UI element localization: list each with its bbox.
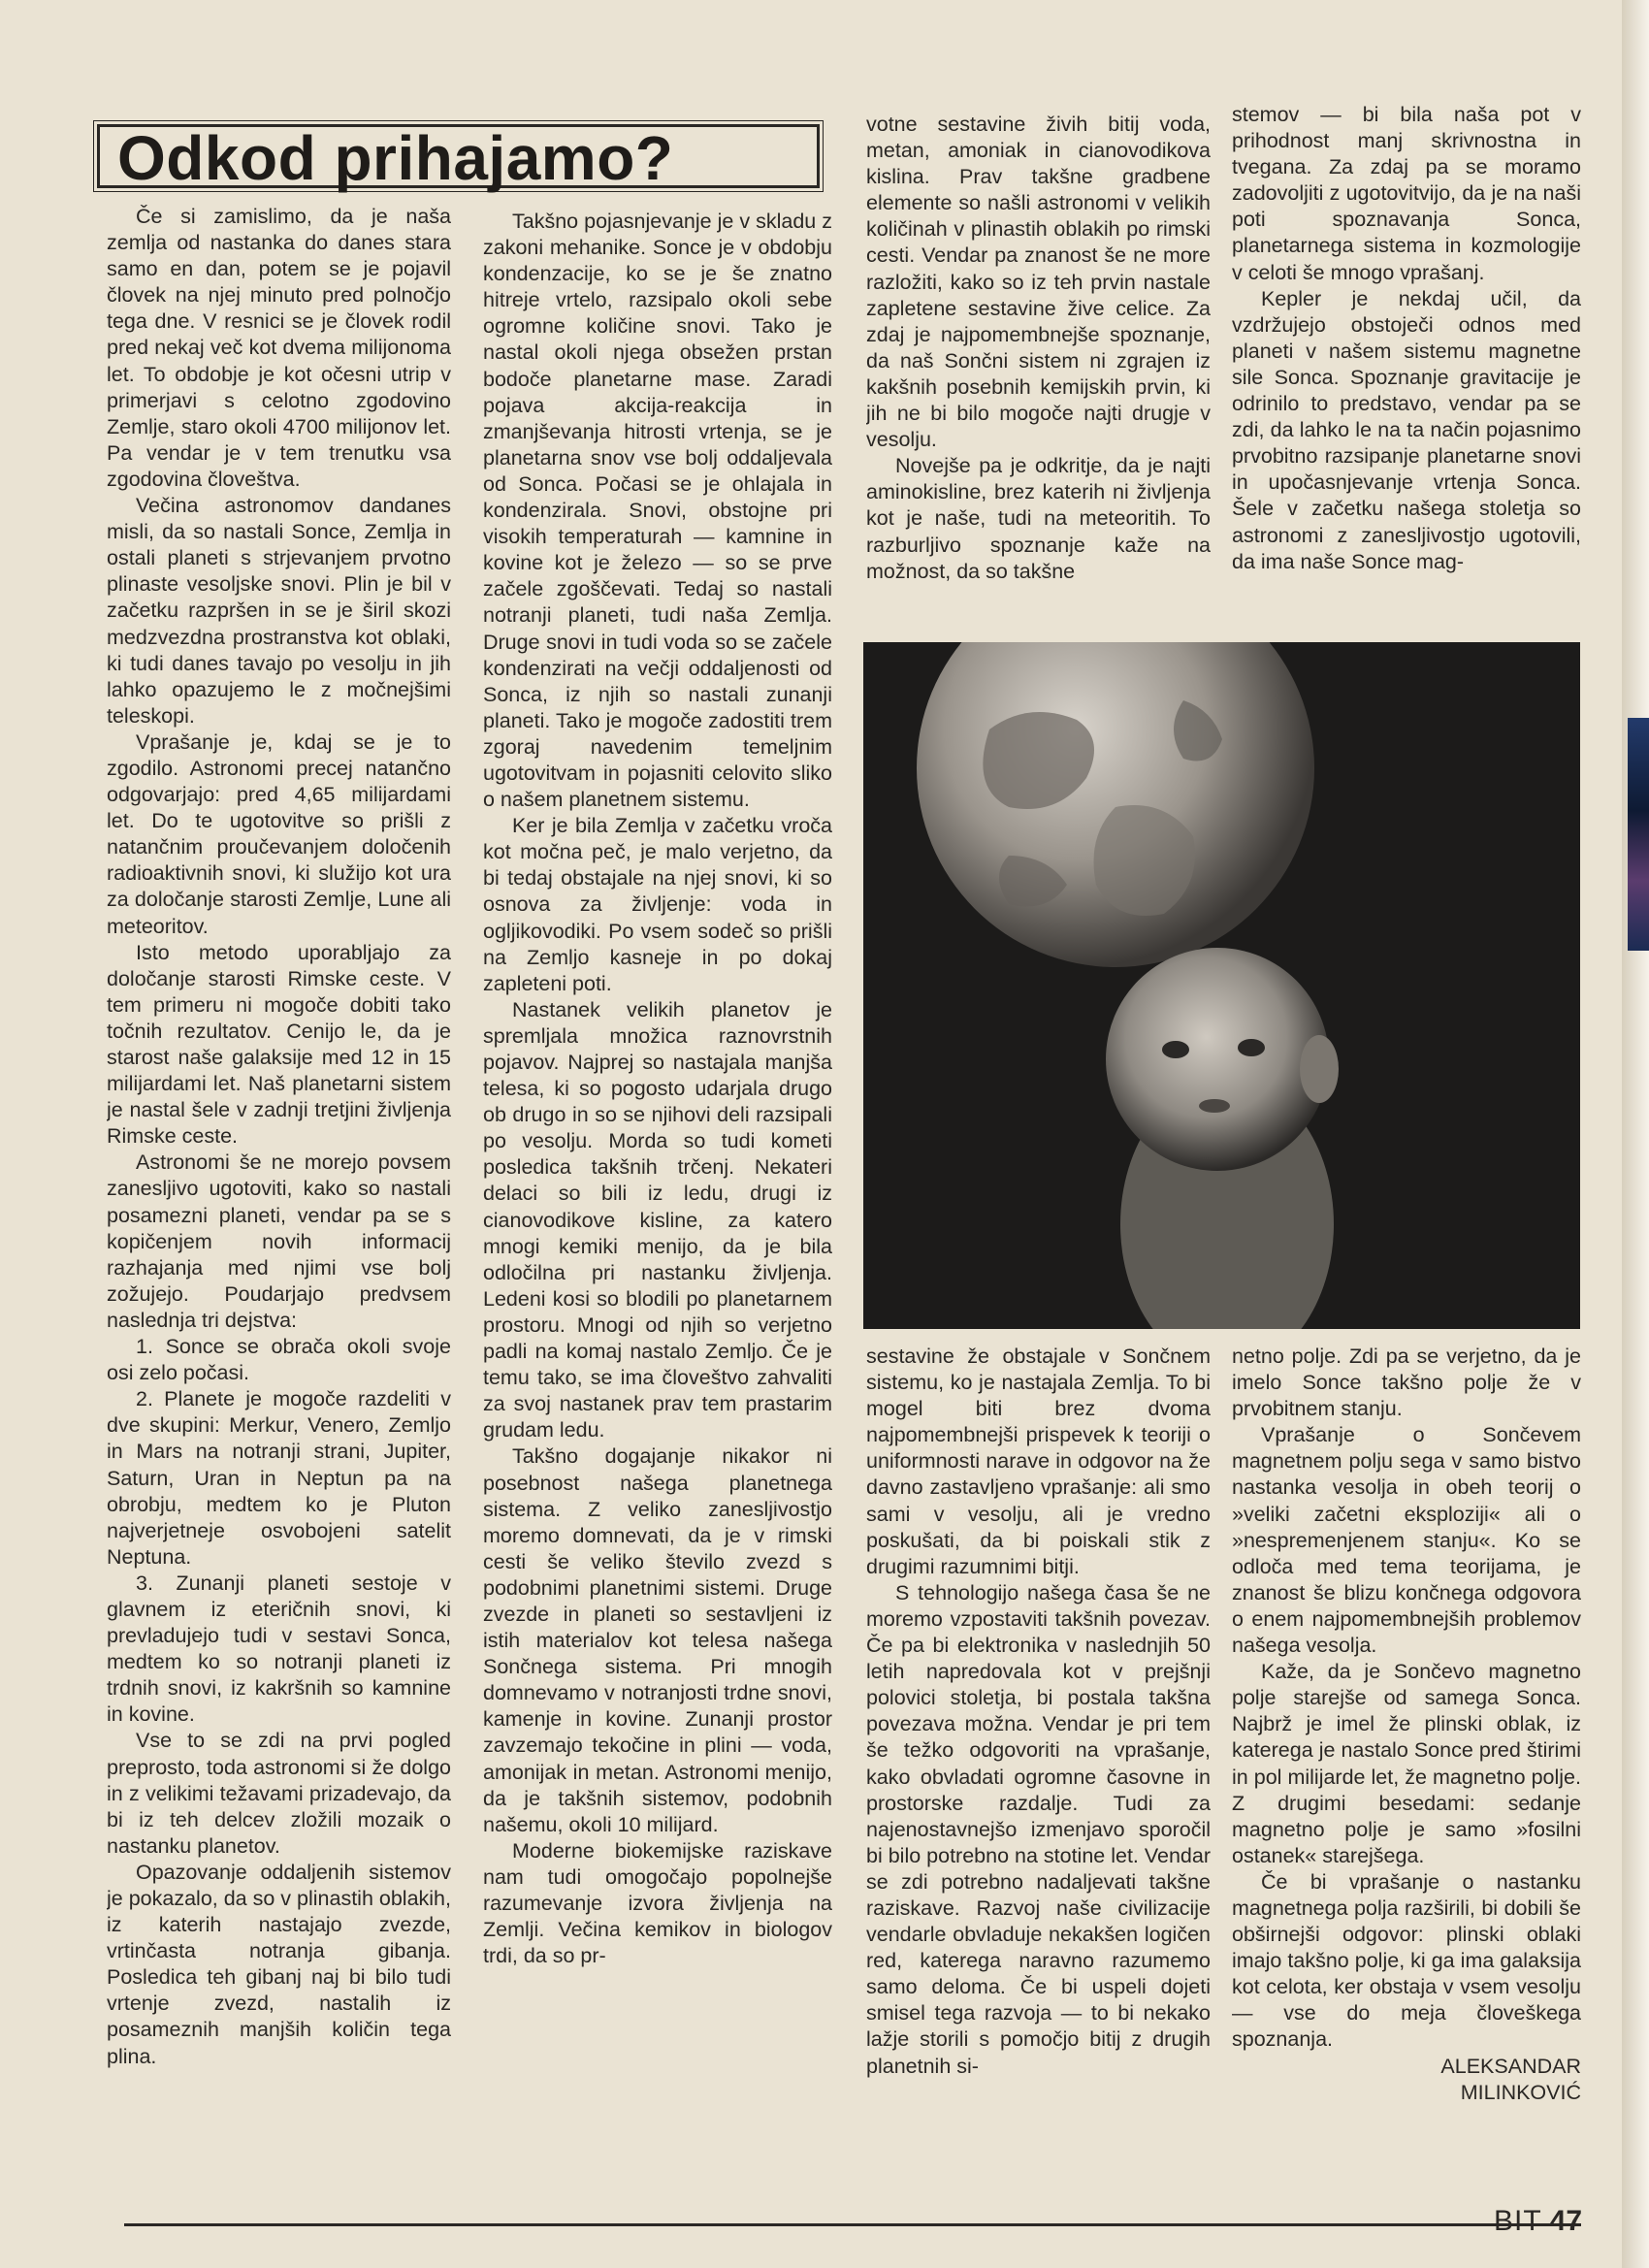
paragraph: Moderne biokemijske raziskave nam tudi omogočajo popolnejše razumevanje izvora življenja na Zemlji. Večina kemikov in biologov trdi, da so pr- (483, 1838, 832, 1968)
column-3-top (866, 112, 1211, 626)
author-name-line-2: MILINKOVIĆ (1460, 2080, 1581, 2104)
paragraph: Novejše pa je odkritje, da je najti aminokisline, brez katerih ni življenja kot je naše, tudi na meteoritih. To razburljivo spoznanje kaže na možnost, da so takšne (866, 454, 1211, 583)
list-item: 1. Sonce se obrača okoli svoje osi zelo počasi. (107, 1335, 451, 1385)
paragraph: Kaže, da je Sončevo magnetno polje starejše od samega Sonca. Najbrž je imel že plinski oblak, iz katerega je nastalo Sonce pred štirimi in pol milijarde let, že magnetno polje. Z drugimi besedami: sedanje magnetno polje je samo »fosilni ostanek« starejšega. (1232, 1660, 1581, 1867)
baby-figure (1106, 948, 1339, 1329)
column-3-bottom (866, 1344, 1211, 2168)
title-box (97, 123, 820, 193)
list-item: 3. Zunanji planeti sestoje v glavnem iz eteričnih snovi, ki prevladujejo tudi v sestavi Sonca, medtem ko so notranji planeti iz trdnih snovi, iz kakršnih so kamnine in kovine. (107, 1571, 451, 1727)
photo-illustration (863, 642, 1580, 1329)
paragraph: Takšno dogajanje nikakor ni posebnost našega planetnega sistema. Z veliko zanesljivostjo moremo domnevati, da je v rimski cesti še veliko število zvezd s podobnimi planetnimi sistemi. Druge zvezde in planeti so sestavljeni iz istih materialov kot telesa našega Sončnega sistema. Pri mnogih domnevamo v notranjosti trdne snovi, kamenje in kovine. Zunanji prostor zavzemajo tekočine in plini — voda, amonijak in metan. Astronomi menijo, da je takšnih sistemov, podobnih našemu, okoli 10 milijard. (483, 1444, 832, 1836)
folio (1494, 2202, 1620, 2241)
footer-rule (124, 2223, 1581, 2226)
paragraph: Večina astronomov dandanes misli, da so nastali Sonce, Zemlja in ostali planeti s strjevanjem prvotno plinaste vesoljske snovi. Plin je bil v začetku razpršen in se je širil skozi medzvezdna prostranstva kot oblaki, ki tudi danes tavajo po vesolju in jih lahko opazujemo le z močnejšimi teleskopi. (107, 494, 451, 728)
paragraph: sestavine že obstajale v Sončnem sistemu, ko je nastajala Zemlja. To bi mogel biti brez dvoma najpomembnejši prispevek k teoriji o uniformnosti narave in odgovor na že davno zastavljeno vprašanje: ali smo sami v vesolju, ali je vredno poskušati, da bi poiskali stik z drugimi razumnimi bitji. (866, 1345, 1211, 1578)
magazine-name: BIT (1494, 2205, 1542, 2237)
page-number: 47 (1549, 2205, 1583, 2237)
earth-and-baby-photo (863, 642, 1580, 1329)
paragraph: Kepler je nekdaj učil, da vzdržujejo obstoječi odnos med planeti v našem sistemu magnetne sile Sonca. Spoznanje gravitacije je odrinilo to predstavo, vendar pa se zdi, da lahko le na ta način pojasnimo prvobitno razsipanje planetarne snovi in upočasnjevanje vrtenja Sonca. Šele v začetku našega stoletja so astronomi z zanesljivostjo ugotovili, da ima naše Sonce mag- (1232, 286, 1581, 573)
paragraph: Takšno pojasnjevanje je v skladu z zakoni mehanike. Sonce je v obdobju kondenzacije, ko se je še znatno hitreje vrtelo, razsipalo okoli sebe ogromne količine snovi. Tako je nastal okoli njega obsežen prstan bodoče planetarne mase. Zaradi pojava akcija-reakcija in zmanjševanja hitrosti vrtenja, se je planetarna snov vse bolj oddaljevala od Sonca. Počasi se je ohlajala in kondenzirala. Snovi, obstojne pri visokih temperaturah — kamnine in kovine kot je železo — so se prve začele zgoščevati. Tedaj so nastali notranji planeti, tudi naša Zemlja. Druge snovi in tudi voda so se začele kondenzirati na večji oddaljenosti od Sonca, iz njih so nastali zunanji planeti. Tako je mogoče zadostiti trem zgoraj navedenim temeljnim ugotovitvam in pojasniti celovito sliko o našem planetnem sistemu. (483, 210, 832, 812)
column-1 (107, 204, 451, 2168)
paragraph: Če bi vprašanje o nastanku magnetnega polja razširili, bi dobili še obširnejši odgovor: plinski oblaki imajo takšno polje, ki ga ima galaksija kot celota, ker obstaja v vsem vesolju — vse do meja človeškega spoznanja. (1232, 1869, 1581, 2052)
paragraph: Vprašanje o Sončevem magnetnem polju sega v samo bistvo nastanka vesolja in obeh teorij o »veliki začetni eksploziji« ali o »nespremenjenem stanju«. Ko se odloča med tema teorijama, je znanost še blizu končnega odgovora o enem najpomembnejših problemov našega vesolja. (1232, 1423, 1581, 1658)
paragraph: Ker je bila Zemlja v začetku vroča kot močna peč, je malo verjetno, da bi tedaj obstajale na njej snovi, ki so osnova za življenje: voda in ogljikovodiki. Po vsem sodeč so prišli na Zemljo kasneje in po dokaj zapleteni poti. (483, 814, 832, 995)
page-edge (1622, 0, 1649, 2268)
paragraph: netno polje. Zdi pa se verjetno, da je imelo Sonce takšno polje že v prvobitnem stanju. (1232, 1345, 1581, 1421)
paragraph: votne sestavine živih bitij voda, metan, amoniak in cianovodikova kislina. Prav takšne gradbene elemente so našli astronomi v velikih količinah v plinastih oblakih po rimski cesti. Vendar pa znanost še ne more razložiti, kako so iz teh prvin nastale zapletene sestavine žive celice. Za zdaj je najpomembnejše spoznanje, da naš Sončni sistem ni zgrajen iz kakšnih posebnih kemijskih prvin, ki jih ne bi bilo mogoče najti drugje v vesolju. (866, 113, 1211, 452)
column-4-bottom (1232, 1344, 1581, 2168)
author-name-line-1: ALEKSANDAR (1440, 2054, 1581, 2078)
paragraph: stemov — bi bila naša pot v prihodnost manj skrivnostna in tvegana. Za zdaj pa se moramo zadovoljiti z ugotovitvijo, da je na naši poti spoznavanja Sonca, planetarnega sistema in kozmologije v celoti še mnogo vprašanj. (1232, 103, 1581, 284)
paragraph: Vse to se zdi na prvi pogled preprosto, toda astronomi si že dolgo in z velikimi težavami prizadevajo, da bi iz teh delcev zložili mozaik o nastanku planetov. (107, 1729, 451, 1858)
column-4-top (1232, 102, 1581, 626)
paragraph: Opazovanje oddaljenih sistemov je pokazalo, da so v plinastih oblakih, iz katerih nastajajo zvezde, vrtinčasta notranja gibanja. Posledica teh gibanj naj bi bilo tudi vrtenje zvezd, nastalih iz posameznih manjših količin tega plina. (107, 1860, 451, 2068)
paragraph: Nastanek velikih planetov je spremljala množica raznovrstnih pojavov. Najprej so nastajala manjša telesa, ki so pogosto udarjala drugo ob drugo in so se njihovi deli razsipali po vesolju. Morda so tudi kometi posledica takšnih trčenj. Nekateri delaci so bili iz ledu, drugi iz cianovodikove kisline, za katero mnogi kemiki menijo, da je bila odločilna pri nastanku življenja. Ledeni kosi so blodili po planetarnem prostoru. Mnogi od njih so verjetno padli na komaj nastalo Zemljo. Če je temu tako, se ima človeštvo zahvaliti za svoj nastanek prav tem prastarim grudam ledu. (483, 997, 832, 1442)
paragraph: Če si zamislimo, da je naša zemlja od nastanka do danes stara samo en dan, potem se je pojavil človek na njej minuto pred polnočjo tega dne. V resnici se je človek rodil pred nekaj več kot dvema milijonoma let. To obdobje je kot očesni utrip v primerjavi s celotno zgodovino Zemlje, staro okoli 4700 milijonov let. Pa vendar je v tem trenutku vsa zgodovina človeštva. (107, 205, 451, 491)
list-item: 2. Planete je mogoče razdeliti v dve skupini: Merkur, Venero, Zemljo in Mars na notranji strani, Jupiter, Saturn, Uran in Neptun pa na obrobju, medtem ko je Pluton najverjetneje osvobojeni satelit Neptuna. (107, 1387, 451, 1569)
column-2 (483, 209, 832, 2168)
paragraph: Isto metodo uporabljajo za določanje starosti Rimske ceste. V tem primeru ni mogoče dobiti tako točnih rezultatov. Cenijo le, da je starost naše galaksije med 12 in 15 milijardami let. Naš planetarni sistem je nastal šele v zadnji tretjini življenja Rimske ceste. (107, 940, 451, 1149)
paragraph: Vprašanje je, kdaj se je to zgodilo. Astronomi precej natančno odgovarjajo: pred 4,65 milijardami let. Do te ugotovitve so prišli z natančnim proučevanjem določenih radioaktivnih snovi, ki služijo kot ura za določanje starosti Zemlje, Lune ali meteoritov. (107, 729, 451, 938)
article-title: Odkod prihajamo? (117, 123, 674, 193)
paragraph: S tehnologijo našega časa še ne moremo vzpostaviti takšnih povezav. Če pa bi elektronika v naslednjih 50 letih napredovala kot v prejšnji polovici stoletja, bi postala takšna povezava možna. Vendar je pri tem še težko odgovoriti na vprašanje, kako obvladati ogromne časovne in prostorske razdalje. Tudi za najenostavnejšo izmenjavo sporočil bi bilo potrebno na stotine let. Vendar se zdi potrebno nadaljevati takšne raziskave. Razvoj naše civilizacije vendarle obvladuje nekakšen logičen red, katerega naravno razumemo samo deloma. Če bi uspeli dojeti smisel tega razvoja — to bi nekako lažje storili s pomočjo bitij z drugih planetnih si- (866, 1580, 1211, 2078)
adjacent-page-strip (1628, 718, 1649, 951)
paragraph: Astronomi še ne morejo povsem zanesljivo ugotoviti, kako so nastali posamezni planeti, vendar pa se s kopičenjem novih informacij razhajanja med njimi vse bolj zožujejo. Poudarjajo predvsem naslednja tri dejstva: (107, 1150, 451, 1332)
